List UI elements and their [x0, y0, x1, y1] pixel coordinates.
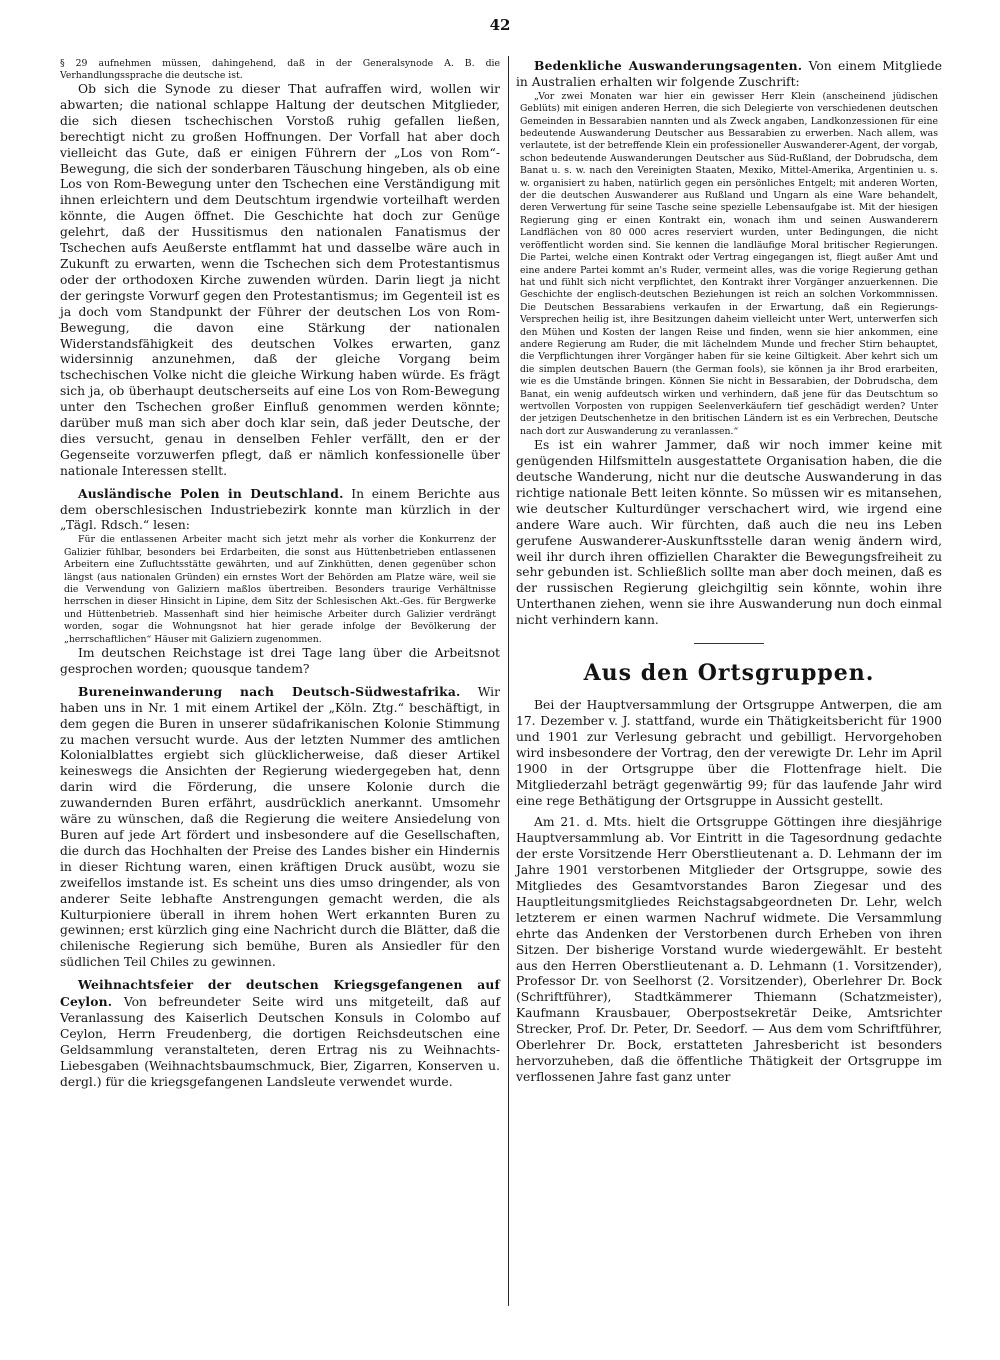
paragraph-jammer: Es ist ein wahrer Jammer, daß wir noch immer keine mit genügenden Hilfsmitteln ausgestattete Organisation haben, die die deutsche Wanderung, nicht nur die deutsche Auswanderung in das richtige nationale Bett leiten könnte. So müssen wir es mitansehen, wie deutscher Kulturdünger verschachert wird, wie irgend eine andere Ware auch. Wir fürchten, daß auch die neu ins Leben gerufene Auswanderer-Auskunftsstelle daran wenig ändern wird, weil ihr durch ihren offiziellen Charakter die Bewegungsfreiheit zu sehr gebunden ist. Schließlich sollte man aber doch meinen, daß es der russischen Regierung gleichgiltig sein könnte, wohin ihre Unterthanen ziehen, wenn sie ihre Auswanderung nun doch einmal nicht verhindern kann.	[516, 438, 942, 628]
left-column	[60, 58, 500, 1091]
section-title-ortsgruppen: Aus den Ortsgruppen.	[583, 660, 875, 687]
right-column	[516, 58, 942, 1086]
article-buren	[60, 684, 500, 971]
heading-buren: Bureneinwanderung nach Deutsch-Südwestafrika.	[78, 683, 461, 699]
footnote: § 29 aufnehmen müssen, dahingehend, daß in der Generalsynode A. B. die Verhandlungssprache die deutsche ist.	[60, 58, 500, 81]
paragraph-goettingen: Am 21. d. Mts. hielt die Ortsgruppe Göttingen ihre diesjährige Hauptversammlung ab. Vor Eintritt in die Tagesordnung gedachte der erste Vorsitzende Herr Oberstlieutenant a. D. Lehmann der im Jahre 1901 verstorbenen Mitglieder der Ortsgruppe, sowie des Mitgliedes des Gesamtvorstandes Baron Ziegesar und des Hauptleitungsmitgliedes Reichstagsabgeordneten Dr. Lehr, welch letzterem er einen warmen Nachruf widmete. Die Versammlung ehrte das Andenken der Verstorbenen durch Erheben von ihren Sitzen. Der bisherige Vorstand wurde wiedergewählt. Er besteht aus den Herren Oberstlieutenant a. D. Lehmann (1. Vorsitzender), Professor Dr. von Seelhorst (2. Vorsitzender), Oberlehrer Dr. Bock (Schriftführer), Stadtkämmerer Thiemann (Schatzmeister), Kaufmann Krausbauer, Oberpostsekretär Deike, Amtsrichter Strecker, Prof. Dr. Peter, Dr. Seedorf. — Aus dem vom Schriftführer, Oberlehrer Dr. Bock, erstatteten Jahresbericht ist besonders hervorzuheben, daß die öffentliche Thätigkeit der Ortsgruppe im verflossenen Jahre fast ganz unter	[516, 815, 942, 1084]
article-buren-text: Wir haben uns in Nr. 1 mit einem Artikel der „Köln. Ztg.“ beschäftigt, in dem gegen die Buren in unserer südafrikanischen Kolonie Stimmung zu machen versucht wurde. Aus der letzten Nummer des amtlichen Kolonialblattes ergiebt sich glücklicherweise, daß dieser Artikel keineswegs die Ansichten der Regierung wiedergegeben hat, denn darin wird die Förderung, die unsere Kolonie durch die zuwandernden Buren erfährt, ausdrücklich anerkannt. Umsomehr wäre zu wünschen, daß die Regierung die weitere Ansiedelung von Buren auf jede Art fördert und insbesondere auf die Gesellschaften, die durch das Hochhalten der Preise des Landes bisher ein Hindernis in dieser Richtung waren, einen kräftigen Druck ausübt, wozu sie zweifellos imstande ist. Es scheint uns dies umso dringender, als von anderer Seite lebhafte Anstrengungen gemacht werden, die als Kulturpioniere überall in ihrem hohen Wert erkannten Buren zu gewinnen; erst kürzlich ging eine Nachricht durch die Blätter, daß die chilenische Regierung sich bemühe, Buren als Ansiedler für den südlichen Teil Chiles zu gewinnen.	[60, 684, 500, 970]
heading-polen: Ausländische Polen in Deutschland.	[78, 485, 344, 501]
quote-polen: Für die entlassenen Arbeiter macht sich jetzt mehr als vorher die Konkurrenz der Galizier fühlbar, besonders bei Erdarbeiten, die sonst aus Hüttenbetrieben entlassenen Arbeitern eine Zufluchtsstätte gewährten, und auf Zinkhütten, denen gegenüber schon längst (aus nationalen Gründen) ein ernstes Wort der Behörden am Platze wäre, weil sie die Verwendung von Galiziern maßlos übertreiben. Besonders traurige Verhältnisse herrschen in dieser Hinsicht in Lipine, dem Sitz der Schlesischen Akt.-Ges. für Bergwerke und Hüttenbetrieb. Massenhaft sind hier heimische Arbeiter durch Galizier verdrängt worden, sogar die Wohnungsnot hat hier gerade infolge der Bevölkerung der „herrschaftlichen“ Häuser mit Galiziern zugenommen.	[64, 534, 496, 645]
column-divider	[508, 56, 509, 1306]
article-ceylon	[60, 977, 500, 1090]
paragraph-antwerpen: Bei der Hauptversammlung der Ortsgruppe Antwerpen, die am 17. Dezember v. J. stattfand, wurde ein Thätigkeitsbericht für 1900 und 1901 zur Verlesung gebracht und gebilligt. Hervorgehoben wird insbesondere der Vortrag, den der verewigte Dr. Lehr im April 1900 in der Ortsgruppe über die Flottenfrage hielt. Die Mitgliederzahl beträgt gegenwärtig 99; für das laufende Jahr wird eine rege Bethätigung der Ortsgruppe in Aussicht gestellt.	[516, 698, 942, 808]
heading-agenten: Bedenkliche Auswanderungsagenten.	[534, 58, 803, 73]
article-ceylon-text: Von befreundeter Seite wird uns mitgeteilt, daß auf Veranlassung des Kaiserlich Deutschen Konsuls in Colombo auf Ceylon, Herrn Freudenberg, die dortigen Reichsdeutschen eine Geldsammlung veranstalteten, deren Ertrag nis zu Weihnachts-Liebesgaben (Weihnachtsbaumschmuck, Bier, Zigarren, Konserven u. dergl.) für die kriegsgefangenen Landsleute verwendet wurde.	[60, 995, 500, 1089]
section-separator	[694, 643, 764, 644]
paragraph-reichstag: Im deutschen Reichstage ist drei Tage lang über die Arbeitsnot gesprochen worden; quousque tandem?	[60, 646, 500, 676]
page-number: 42	[489, 16, 511, 34]
article-polen	[60, 486, 500, 535]
article-polen-text: In einem Berichte aus dem oberschlesischen Industriebezirk konnte man kürzlich in der „Tägl. Rdsch.“ lesen:	[60, 486, 500, 533]
quote-australien: „Vor zwei Monaten war hier ein gewisser Herr Klein (anscheinend jüdischen Geblüts) mit einigen anderen Herren, die sich Delegierte von verschiedenen deutschen Gemeinden in Bessarabien nannten und als Zweck angaben, Landkonzessionen für eine bedeutende Auswanderung Deutscher aus Bessarabien zu erwerben. Nach allem, was verlautete, ist der betreffende Klein ein professioneller Auswanderer-Agent, der vorgab, schon bedeutende Auswanderungen Deutscher aus Süd-Rußland, der Dobrudscha, dem Banat u. s. w. nach den Vereinigten Staaten, Mexiko, Mittel-Amerika, Argentinien u. s. w. organisiert zu haben, natürlich gegen ein persönliches Entgelt; mit anderen Worten, der die deutschen Auswanderer aus Rußland und Ungarn als eine Ware behandelt, deren Verwertung für seine Tasche seine spezielle Lebensaufgabe ist. Mit der hiesigen Regierung ging er einen Kontrakt ein, wonach ihm und seinen Auswanderern Landflächen von 80 000 acres reserviert wurden, unter Bedingungen, die nicht veröffentlicht worden sind. Sie kennen die landläufige Moral britischer Regierungen. Die Partei, welche einen Kontrakt oder Vertrag eingegangen ist, fliegt außer Amt und eine andere Partei kommt an's Ruder, vermeint alles, was die vorige Regierung gethan hat und fühlt sich nicht verpflichtet, den Kontrakt ihrer Vorgänger anzuerkennen. Die Geschichte der englisch-deutschen Beziehungen ist reich an solchen Vorkommnissen. Die Deutschen Bessarabiens verkaufen in der Erwartung, daß ein Regierungs-Versprechen heilig ist, ihre Besitzungen daheim vielleicht unter Wert, unterwerfen sich den Mühen und Kosten der langen Reise und finden, wenn sie hier ankommen, eine andere Regierung am Ruder, die mit lächelndem Munde und frecher Stirn behauptet, die Verpflichtungen ihrer Vorgänger haben für sie keine Giltigkeit. Aber kehrt sich um die simplen deutschen Bauern (the German fools), sie können ja ihr Brod erarbeiten, wie es die Umstände bringen. Können Sie nicht in Bessarabien, der Dobrudscha, dem Banat, ein wenig aufdeutsch wirken und verhindern, daß jene für das Deutschtum so wertvollen Vorposten von ruppigen Seelenverkäufern tief geschädigt werden? Unter der jetzigen Deutschenhetze in den britischen Ländern ist es ein Verbrechen, Deutsche nach dort zur Auswanderung zu veranlassen.“	[520, 90, 938, 437]
article-agenten-text: Von einem Mitgliede in Australien erhalten wir folgende Zuschrift:	[516, 59, 942, 89]
paragraph-synode: Ob sich die Synode zu dieser That aufraffen wird, wollen wir abwarten; die national schlappe Haltung der deutschen Mitglieder, die sich diesen tschechischen Vorstoß ruhig gefallen ließen, berechtigt nicht zu großen Hoffnungen. Der Vorfall hat aber doch vielleicht das Gute, daß er einigen Führern der „Los von Rom“-Bewegung, die sich der sonderbaren Täuschung hingeben, als ob eine Los von Rom-Bewegung unter den Tschechen eine Verständigung mit ihnen erleichtern und dem Deutschtum irgendwie vorteilhaft werden könnte, die Augen öffnet. Die Geschichte hat doch zur Genüge gelehrt, daß der Hussitismus den nationalen Fanatismus der Tschechen aufs Aeußerste entflammt hat und dasselbe wäre auch in Zukunft zu erwarten, wenn die Tschechen sich dem Protestantismus oder der orthodoxen Kirche zuwenden würden. Darin liegt ja nicht der geringste Vorwurf gegen den Protestantismus; im Gegenteil ist es ja doch vom Standpunkt der Führer der deutschen Los von Rom-Bewegung, die davon eine Stärkung der nationalen Widerstandsfähigkeit des deutschen Volkes erwarten, ganz widersinnig anzunehmen, daß der gleiche Vorgang beim tschechischen Volke nicht die gleiche Wirkung haben würde. Es frägt sich ja, ob überhaupt deutscherseits auf eine Los von Rom-Bewegung unter den Tschechen großer Einfluß genommen werden könnte; darüber muß man sich aber doch klar sein, daß jeder Deutsche, der dies versucht, genau in denselben Fehler verfällt, den er der Gegenseite vorzuwerfen pflegt, daß er nämlich konfessionelle über nationale Interessen stellt.	[60, 82, 500, 478]
heading-ceylon: Weihnachtsfeier der deutschen Kriegsgefangenen auf Ceylon.	[60, 977, 500, 1010]
article-agenten	[516, 58, 942, 91]
